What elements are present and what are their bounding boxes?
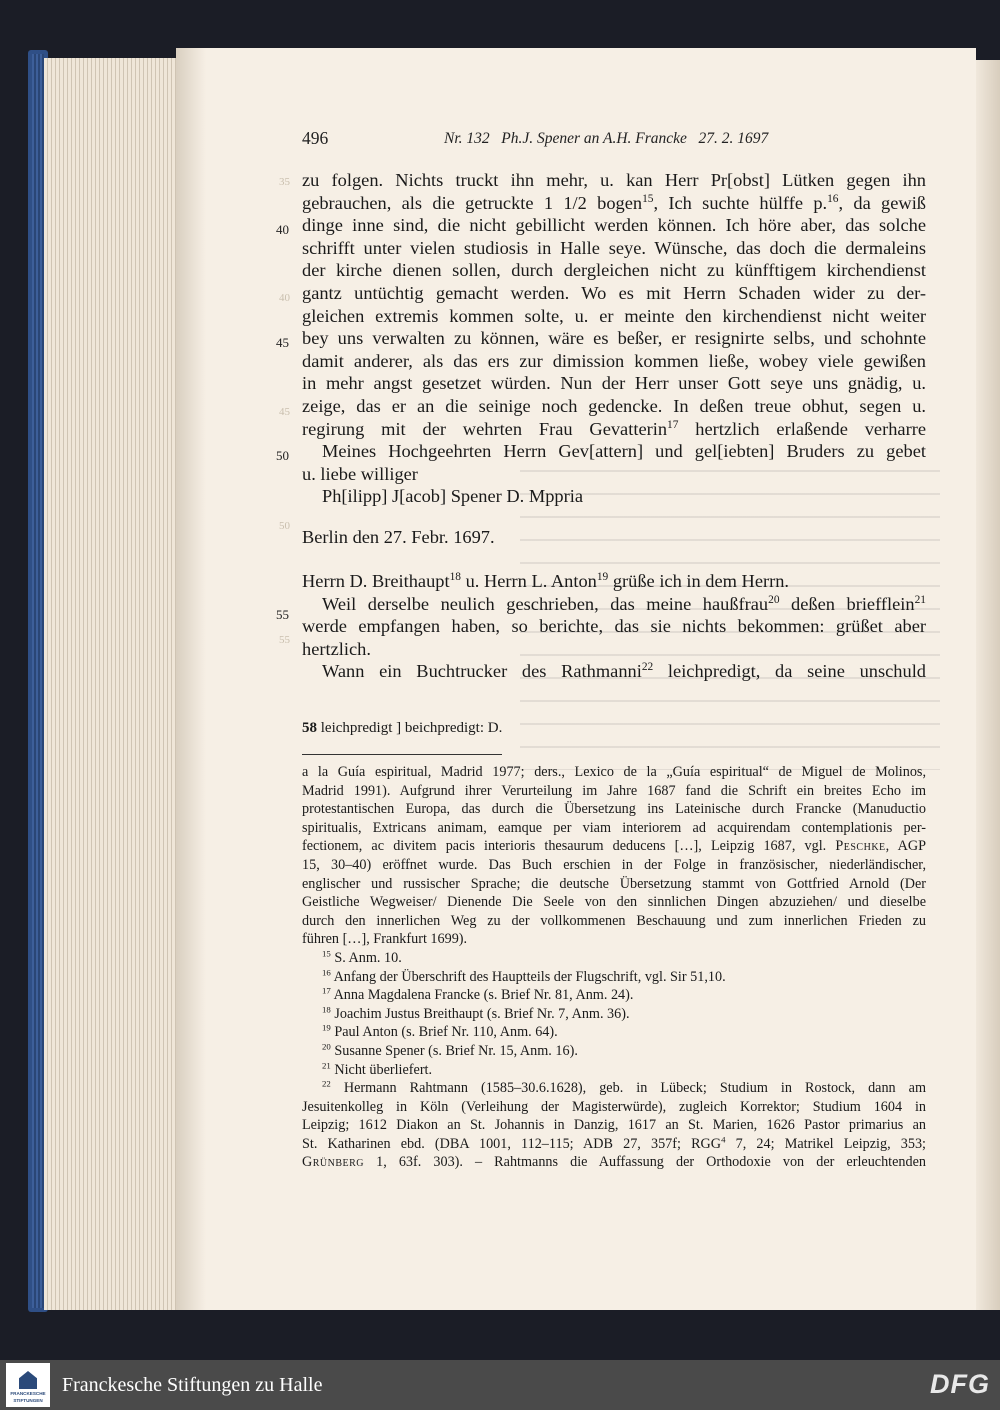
running-title: Nr. 132 Ph.J. Spener an A.H. Francke 27. 2. 1697 [444, 130, 769, 147]
page-edges [44, 58, 184, 1310]
footnote-ref[interactable]: 20 [768, 593, 780, 606]
text-line: bey uns verwalten zu können, wäre es beßer, er resignirte selbs, und schohnte [302, 328, 926, 349]
footnote-line: 15, 30–40) eröffnet wurde. Das Buch erschien in der Folge in französischer, niederländischer, [302, 856, 926, 873]
footnote-20: $^{20}$ Susanne Spener (s. Brief Nr. 15, Anm. 16). [322, 1041, 578, 1059]
institution-name[interactable]: Franckesche Stiftungen zu Halle [62, 1374, 323, 1396]
ghost-line-number: 35 [279, 176, 290, 188]
footnote-15: $^{15}$ S. Anm. 10. [322, 948, 402, 966]
text-line: der kirche dienen sollen, durch dergleichen nicht zu künfftigem kirchendienst [302, 260, 926, 281]
facing-page-edge [976, 60, 1000, 1310]
footnote-line: führen […], Frankfurt 1699). [302, 931, 468, 948]
footnote-18: $^{18}$ Joachim Justus Breithaupt (s. Brief Nr. 7, Anm. 36). [322, 1004, 630, 1022]
text-line: Wann ein Buchtrucker des Rathmanni$^{22}$ leichpredigt, da seine unschuld [322, 661, 927, 682]
building-icon [19, 1371, 37, 1389]
text-line: zu folgen. Nichts truckt ihn mehr, u. kan Herr Pr[obst] Lütken gegen ihn [302, 170, 926, 190]
footnote-19: $^{19}$ Paul Anton (s. Brief Nr. 110, Anm. 64). [322, 1022, 558, 1041]
footnote-line: Grünberg 1, 63f. 303). – Rahtmanns die Auffassung der Orthodoxie von der erleuchtenden [302, 1154, 926, 1171]
text-line: in mehr angst gesetzet würden. Nun der Herr unser Gott seye uns gnädig, u. [302, 373, 926, 394]
margin-line-number: 55 [276, 607, 289, 622]
text-line: u. liebe williger [302, 463, 418, 484]
footnote-16: $^{16}$ Anfang der Überschrift des Hauptteils der Flugschrift, vgl. Sir 51,10. [322, 967, 726, 985]
apparatus-line-number: 58 [302, 720, 317, 736]
page-gutter-shadow [176, 48, 206, 1310]
apparatus-text: leichpredigt ] beichpredigt: D. [317, 720, 503, 736]
letter-text-block [302, 169, 926, 508]
text-line: gebrauchen, als die getruckte 1 1/2 bogen$^{15}$, Ich suchte hülffe p.$^{16}$, da gewiß [302, 192, 926, 213]
footnotes-block [302, 763, 926, 1172]
margin-line-number: 45 [276, 335, 289, 350]
text-line: Meines Hochgeehrten Herrn Gev[attern] und gel[iebten] Bruders zu gebet [322, 441, 926, 462]
text-line: werde empfangen haben, so berichte, das sie nichts bekommen: grüßet aber [302, 616, 926, 637]
footnote-line: protestantischen Europa, das durch die Übersetzung ins Lateinische durch Francke (Manuductio [302, 801, 926, 818]
date-line: Berlin den 27. Febr. 1697. [302, 527, 495, 547]
footnote-line: Leipzig; 1612 Diakon an St. Johannis in Danzig, 1617 an St. Marien, 1626 Pastor primarius an [302, 1117, 926, 1134]
ghost-line-number: 55 [279, 634, 290, 646]
footnote-ref[interactable]: 22 [641, 661, 654, 674]
footnote-line: spiritualis, Extricans animam, eamque per viam interiorem ad acquirendam contemplationis per- [302, 819, 926, 836]
logo-text: FRANCKESCHE [10, 1391, 46, 1396]
postscript-block [302, 570, 926, 683]
text-line: Herrn D. Breithaupt$^{18}$ u. Herrn L. Anton$^{19}$ grüße ich in dem Herrn. [302, 570, 790, 591]
text-line: regirung mit der wehrten Frau Gevatterin$^{17}$ hertzlich erlaßende verharre [302, 418, 926, 439]
ghost-line-number: 45 [279, 406, 290, 418]
footnote-rule [302, 754, 502, 755]
critical-apparatus [302, 720, 502, 737]
margin-line-number: 50 [276, 448, 289, 463]
text-line: Weil derselbe neulich geschrieben, das meine haußfrau$^{20}$ deßen briefflein$^{21}$ [322, 593, 926, 614]
footnote-ref[interactable]: 15 [642, 192, 654, 205]
footnote-line: Jesuitenkolleg in Köln (Verleihung der Magisterwürde), zugleich Korrektor; Studium 1604 in [302, 1098, 926, 1115]
footnote-line: englischer und russischer Sprache; die deutsche Übersetzung stammt von Gottfried Arnold (Der [302, 875, 926, 892]
text-line: hertzlich. [302, 638, 371, 659]
ghost-line-number: 40 [279, 292, 290, 304]
footnote-ref[interactable]: 18 [449, 570, 461, 583]
footnote-line: a la Guía espiritual, Madrid 1977; ders., Lexico de la „Guía espiritual“ de Miguel de Molinos, [302, 764, 926, 780]
dfg-logo[interactable]: DFG [930, 1369, 990, 1399]
text-line: gantz untüchtig gemacht werden. Wo es mit Herrn Schaden wider zu der- [302, 282, 926, 303]
footnote-line: Geistliche Wegweiser/ Dienende Die Seele von den sinnlichen Dingen abzuziehen/ und dieselbe [302, 894, 926, 911]
text-line: dinge inne sind, die nicht gebillicht werden können. Ich höre aber, das solche [302, 215, 926, 236]
franckesche-stiftungen-logo[interactable] [6, 1363, 50, 1407]
footnote-line: fectionem, ac divitem pacis interioris thesaurum deducens […], Leipzig 1687, vgl. Peschke, AGP [302, 838, 926, 855]
footnote-ref[interactable]: 19 [596, 570, 609, 583]
footnote-line: durch den innerlichen Weg zu der vollkommenen Beschauung und zum innerlichen Frieden zu [302, 912, 926, 929]
text-line: damit anderer, als das ers zur dimission kommen ließe, wobey viele gewißen [302, 350, 926, 371]
page-number: 496 [302, 128, 329, 148]
footnote-21: $^{21}$ Nicht überliefert. [322, 1060, 433, 1078]
footnote-line: Madrid 1991). Aufgrund ihrer Verurteilung im Jahre 1687 fand die Schrift ein breites Echo im [302, 782, 926, 799]
margin-line-number: 40 [276, 222, 289, 237]
footnote-ref[interactable]: 16 [827, 192, 839, 205]
viewer-footer [0, 1360, 1000, 1410]
footnote-22: $^{22}$ Hermann Rahtmann (1585–30.6.1628), geb. in Lübeck; Studium in Rostock, dann am [322, 1078, 926, 1097]
ghost-line-number: 50 [279, 520, 290, 532]
text-line: zeige, das er an die seinige noch gedencke. In deßen treue obhut, segen u. [302, 395, 926, 416]
footnote-line: St. Katharinen ebd. (DBA 1001, 112–115; ADB 27, 357f; RGG$^4$ 7, 24; Matrikel Leipzig, 353; [302, 1134, 926, 1152]
text-line: schrifft unter vielen studiosis in Halle seye. Wünsche, das doch die dermaleins [302, 237, 926, 258]
footnote-17: $^{17}$ Anna Magdalena Francke (s. Brief Nr. 81, Anm. 24). [322, 985, 634, 1004]
text-line: gleichen extremis kommen solte, u. er meinte den kirchendienst nicht weiter [302, 305, 926, 326]
signature-line: Ph[ilipp] J[acob] Spener D. Mppria [322, 486, 583, 507]
footnote-ref[interactable]: 21 [914, 593, 926, 606]
footnote-ref[interactable]: 17 [667, 418, 679, 431]
logo-text: STIFTUNGEN [13, 1398, 43, 1403]
